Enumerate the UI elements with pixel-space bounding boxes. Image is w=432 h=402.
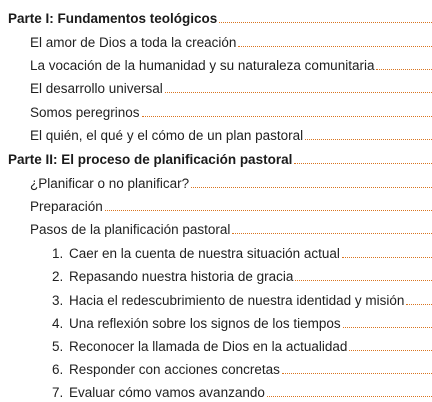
step-text: Responder con acciones concretas: [69, 362, 280, 377]
toc-step[interactable]: [0, 380, 432, 402]
toc-entry-label: Somos peregrinos: [30, 105, 140, 120]
step-number: 5.: [52, 339, 64, 354]
step-number: 3.: [52, 293, 64, 308]
dot-leader: [165, 92, 432, 93]
dot-leader: [232, 233, 432, 234]
toc-step[interactable]: [0, 241, 432, 263]
step-text: Reconocer la llamada de Dios en la actualidad: [69, 339, 348, 354]
toc-step[interactable]: [0, 288, 432, 310]
dot-leader: [191, 187, 432, 188]
toc-entry-label: El quién, el qué y el cómo de un plan pastoral: [30, 128, 304, 143]
toc-step-label: [52, 361, 282, 379]
dot-leader: [282, 373, 432, 374]
dot-leader: [105, 210, 432, 211]
step-number: 4.: [52, 316, 64, 331]
toc-entry-label: El desarrollo universal: [30, 81, 163, 96]
step-number: 1.: [52, 246, 64, 261]
step-text: Hacia el redescubrimiento de nuestra identidad y misión: [69, 293, 405, 308]
step-text: Una reflexión sobre los signos de los tiempos: [69, 316, 341, 331]
dot-leader: [294, 163, 432, 164]
toc-entry[interactable]: [0, 123, 432, 145]
step-number: 7.: [52, 385, 64, 400]
dot-leader: [305, 139, 432, 140]
dot-leader: [376, 69, 432, 70]
toc-step[interactable]: [0, 264, 432, 286]
toc-entry-label: Pasos de la planificación pastoral: [30, 222, 231, 237]
dot-leader: [219, 22, 432, 23]
toc-part-1[interactable]: [0, 6, 432, 28]
toc-step-label: [52, 338, 349, 356]
step-text: Evaluar cómo vamos avanzando: [69, 385, 265, 400]
toc-entry[interactable]: [0, 217, 432, 239]
toc-step[interactable]: [0, 334, 432, 356]
part-2-title: Parte II: El proceso de planificación pastoral: [8, 152, 293, 167]
toc-entry-label: Preparación: [30, 199, 103, 214]
toc-step-label: [52, 292, 406, 310]
part-1-title: Parte I: Fundamentos teológicos: [8, 11, 218, 26]
step-text: Repasando nuestra historia de gracia: [69, 269, 294, 284]
dot-leader: [349, 350, 432, 351]
toc-step-label: [52, 245, 342, 263]
dot-leader: [142, 116, 432, 117]
toc-entry[interactable]: [0, 76, 432, 98]
toc-step-label: [52, 384, 267, 402]
toc-entry[interactable]: [0, 100, 432, 122]
dot-leader: [295, 280, 432, 281]
toc-step[interactable]: [0, 311, 432, 333]
toc-entry[interactable]: [0, 53, 432, 75]
toc-entry-label: El amor de Dios a toda la creación: [30, 35, 237, 50]
toc-entry-label: ¿Planificar o no planificar?: [30, 176, 190, 191]
toc-step-label: [52, 268, 295, 286]
dot-leader: [406, 304, 432, 305]
step-number: 6.: [52, 362, 64, 377]
toc-part-2[interactable]: [0, 147, 432, 169]
toc-entry-label: La vocación de la humanidad y su naturaleza comunitaria: [30, 58, 375, 73]
step-number: 2.: [52, 269, 64, 284]
dot-leader: [238, 46, 432, 47]
dot-leader: [267, 396, 432, 397]
toc-entry[interactable]: [0, 194, 432, 216]
toc-entry[interactable]: [0, 30, 432, 52]
step-text: Caer en la cuenta de nuestra situación actual: [69, 246, 340, 261]
toc-step-label: [52, 315, 343, 333]
dot-leader: [342, 257, 432, 258]
toc-step[interactable]: [0, 357, 432, 379]
dot-leader: [343, 327, 432, 328]
toc-entry[interactable]: [0, 171, 432, 193]
